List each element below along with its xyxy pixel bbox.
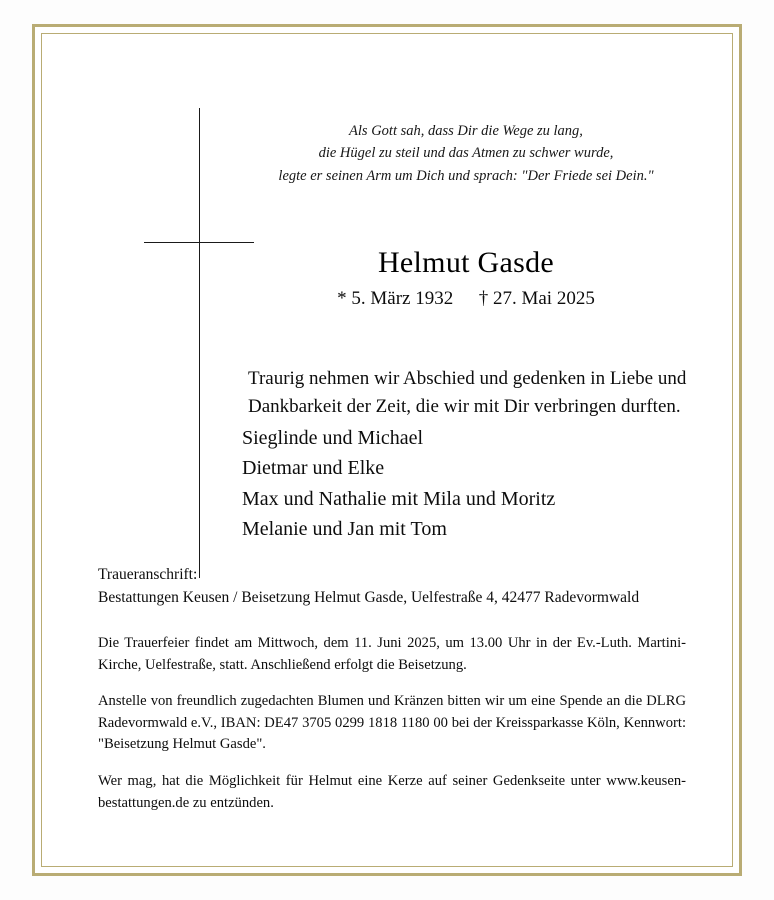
mourner-line: Max und Nathalie mit Mila und Moritz [242,487,556,510]
mourning-address-label: Traueranschrift: [98,566,198,583]
mourner-line: Melanie und Jan mit Tom [242,518,447,541]
condolence-text: Traurig nehmen wir Abschied und gedenken in Liebe und Dankbarkeit der Zeit, die wir mit Dir verbringen durften. [248,368,687,417]
info-paragraph-donation: Anstelle von freundlich zugedachten Blumen und Kränzen bitten wir um eine Spende an die DLRG Radevormwald e.V., IBAN: DE47 3705 0299 1818 1180 00 bei der Kreissparkasse Köln, Kennwort: "Beisetzung Helmut Gasde". [98,693,686,753]
verse-line-2: die Hügel zu steil und das Atmen zu schwer wurde, [318,145,614,162]
birth-symbol: * [337,288,347,309]
info-paragraph-ceremony: Die Trauerfeier findet am Mittwoch, dem 11. Juni 2025, um 13.00 Uhr in der Ev.-Luth. Martini-Kirche, Uelfestraße, statt. Anschließend erfolgt die Beisetzung. [98,635,686,673]
deceased-name: Helmut Gasde [377,246,555,279]
cross-horizontal-bar [144,242,254,243]
cross-vertical-bar [199,108,200,578]
death-date: 27. Mai 2025 [492,288,595,309]
life-dates [226,288,706,310]
mourners-list [242,423,702,545]
mourner-line: Dietmar und Elke [242,457,385,480]
memorial-verse [226,120,706,187]
birth-date: 5. März 1932 [351,288,454,309]
mourning-address-value: Bestattungen Keusen / Beisetzung Helmut Gasde, Uelfestraße 4, 42477 Radevormwald [98,589,640,607]
verse-line-1: Als Gott sah, dass Dir die Wege zu lang, [349,123,583,139]
death-symbol: † [478,288,489,309]
mourner-line: Sieglinde und Michael [242,427,424,449]
service-information [98,633,686,814]
info-paragraph-candle: Wer mag, hat die Möglichkeit für Helmut eine Kerze auf seiner Gedenkseite unter www.keusen-bestattungen.de zu entzünden. [98,772,686,811]
card-content [56,48,718,852]
mourning-address-block [98,563,698,610]
verse-line-3: legte er seinen Arm um Dich und sprach: "Der Friede sei Dein." [278,167,654,184]
